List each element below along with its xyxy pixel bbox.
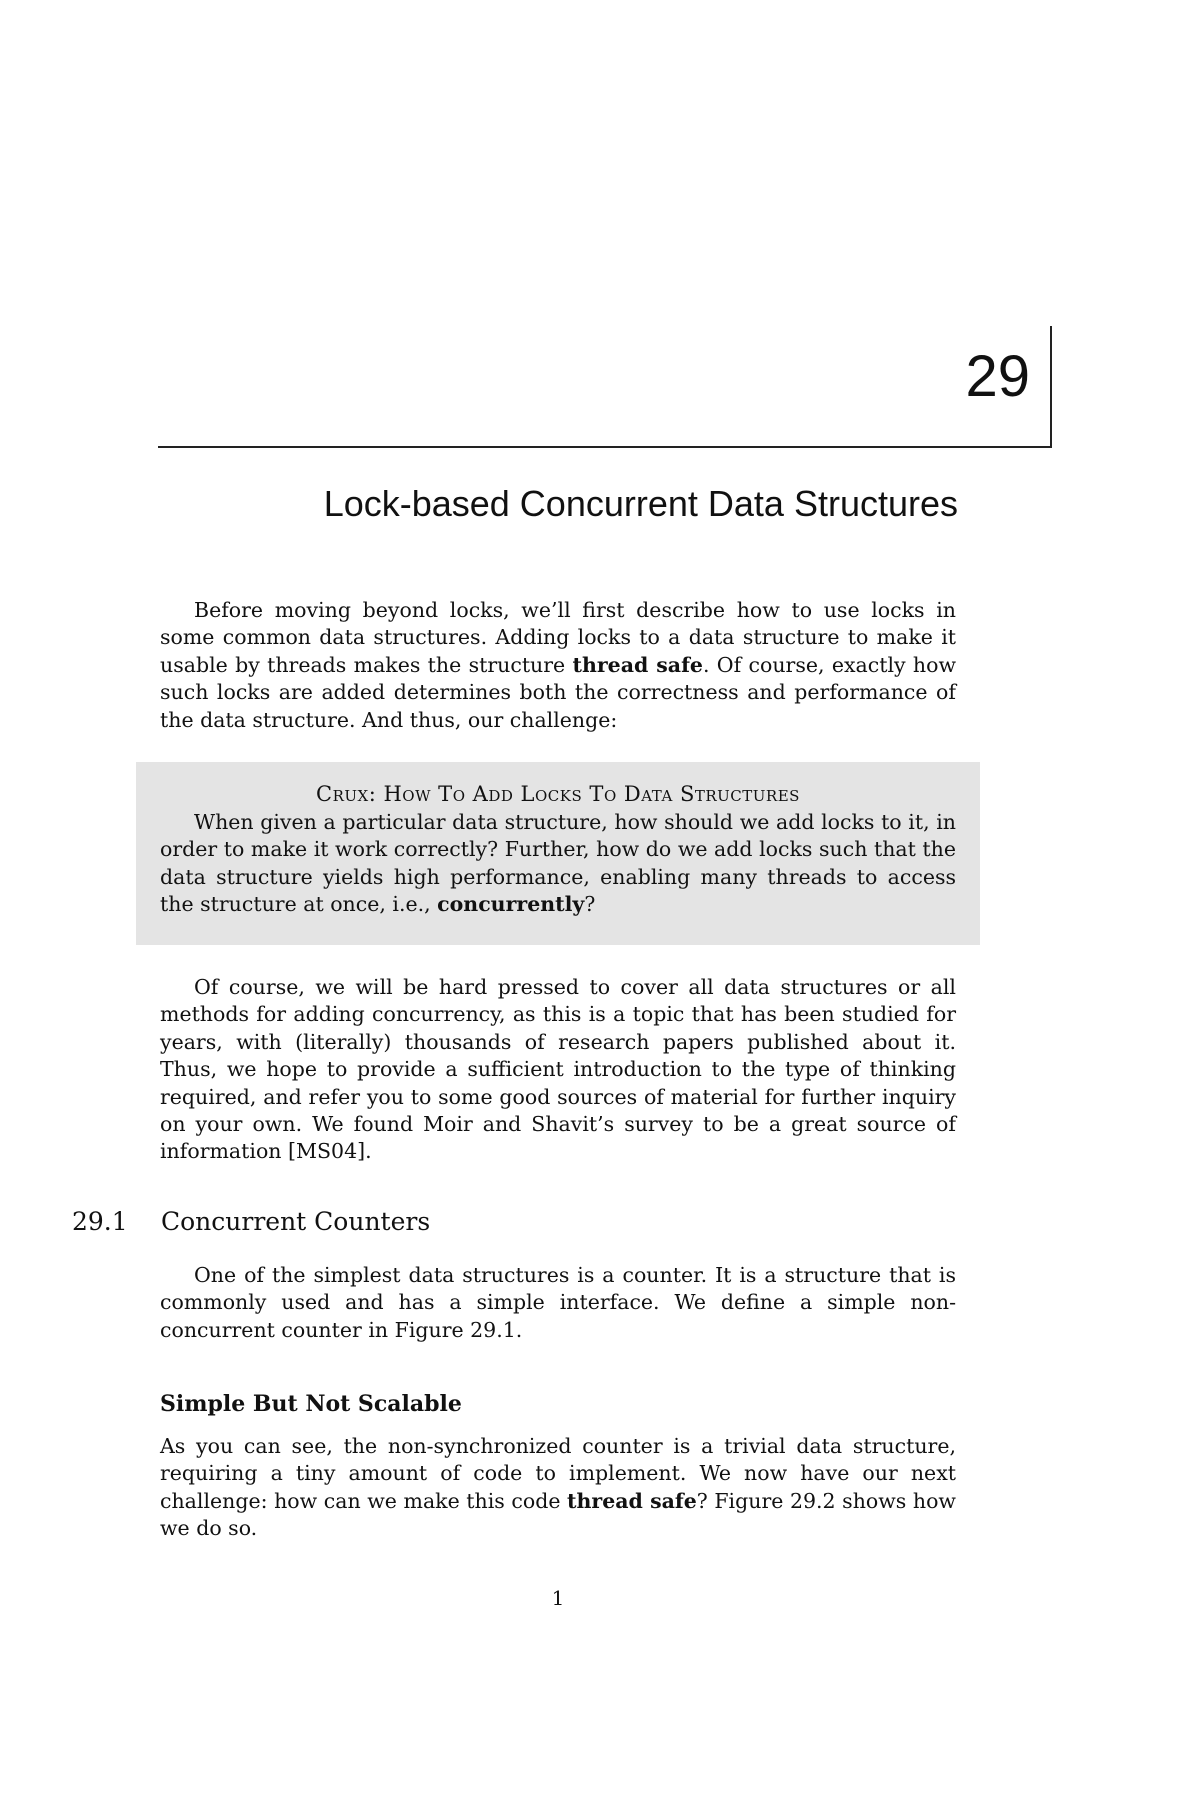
- intro-bold-term: thread safe: [572, 652, 703, 677]
- crux-bold-term: concurrently: [437, 892, 585, 917]
- paragraph-3: One of the simplest data structures is a counter. It is a structure that is commonly used and has a simple interface. We define a simple non-concurrent counter in Figure 29.1.: [160, 1263, 956, 1342]
- crux-title: Crux: How To Add Locks To Data Structures: [316, 782, 800, 806]
- section-heading: [72, 1207, 430, 1237]
- chapter-number: 29: [965, 344, 1030, 409]
- paragraph-4: [160, 1433, 956, 1543]
- intro-text-1: Before moving beyond locks, we’ll first describe how to use locks in some common data structures. Adding locks to a data structure to make it usable by threads makes the structure: [160, 598, 956, 677]
- crux-text-1: When given a particular data structure, how should we add locks to it, in order to make it work correctly? Further, how do we add locks such that the data structure yields high performance, enabling many threads to access the structure at once, i.e.,: [160, 810, 956, 917]
- paragraph-4-text-1: As you can see, the non-synchronized counter is a trivial data structure, requiring a tiny amount of code to implement. We now have our next challenge: how can we make this code: [160, 1434, 956, 1513]
- crux-text-2: ?: [584, 892, 596, 917]
- paragraph-2: Of course, we will be hard pressed to cover all data structures or all methods for adding concurrency, as this is a topic that has been studied for years, with (literally) thousands of research papers published about it. Thus, we hope to provide a sufficient introduction to the type of thinking required, and refer you to some good sources of material for further inquiry on your own. We found Moir and Shavit’s survey to be a great source of information [MS04].: [160, 975, 956, 1164]
- page-number: 1: [551, 1586, 565, 1610]
- section-number: 29.1: [72, 1207, 128, 1236]
- section-title: Concurrent Counters: [161, 1207, 431, 1236]
- chapter-header-horizontal-rule: [158, 446, 1051, 448]
- chapter-title: Lock-based Concurrent Data Structures: [323, 483, 958, 524]
- paragraph-4-text-2: ? Figure 29.2 shows how we do so.: [160, 1488, 956, 1541]
- chapter-header-vertical-rule: [1050, 326, 1052, 448]
- paragraph-4-bold-term: thread safe: [567, 1488, 697, 1513]
- intro-paragraph: [160, 597, 956, 734]
- intro-text-2: . Of course, exactly how such locks are added determines both the correctness and performance of the data structure. And thus, our challenge:: [160, 652, 956, 732]
- crux-body: [160, 809, 956, 919]
- subsection-heading: Simple But Not Scalable: [160, 1391, 462, 1417]
